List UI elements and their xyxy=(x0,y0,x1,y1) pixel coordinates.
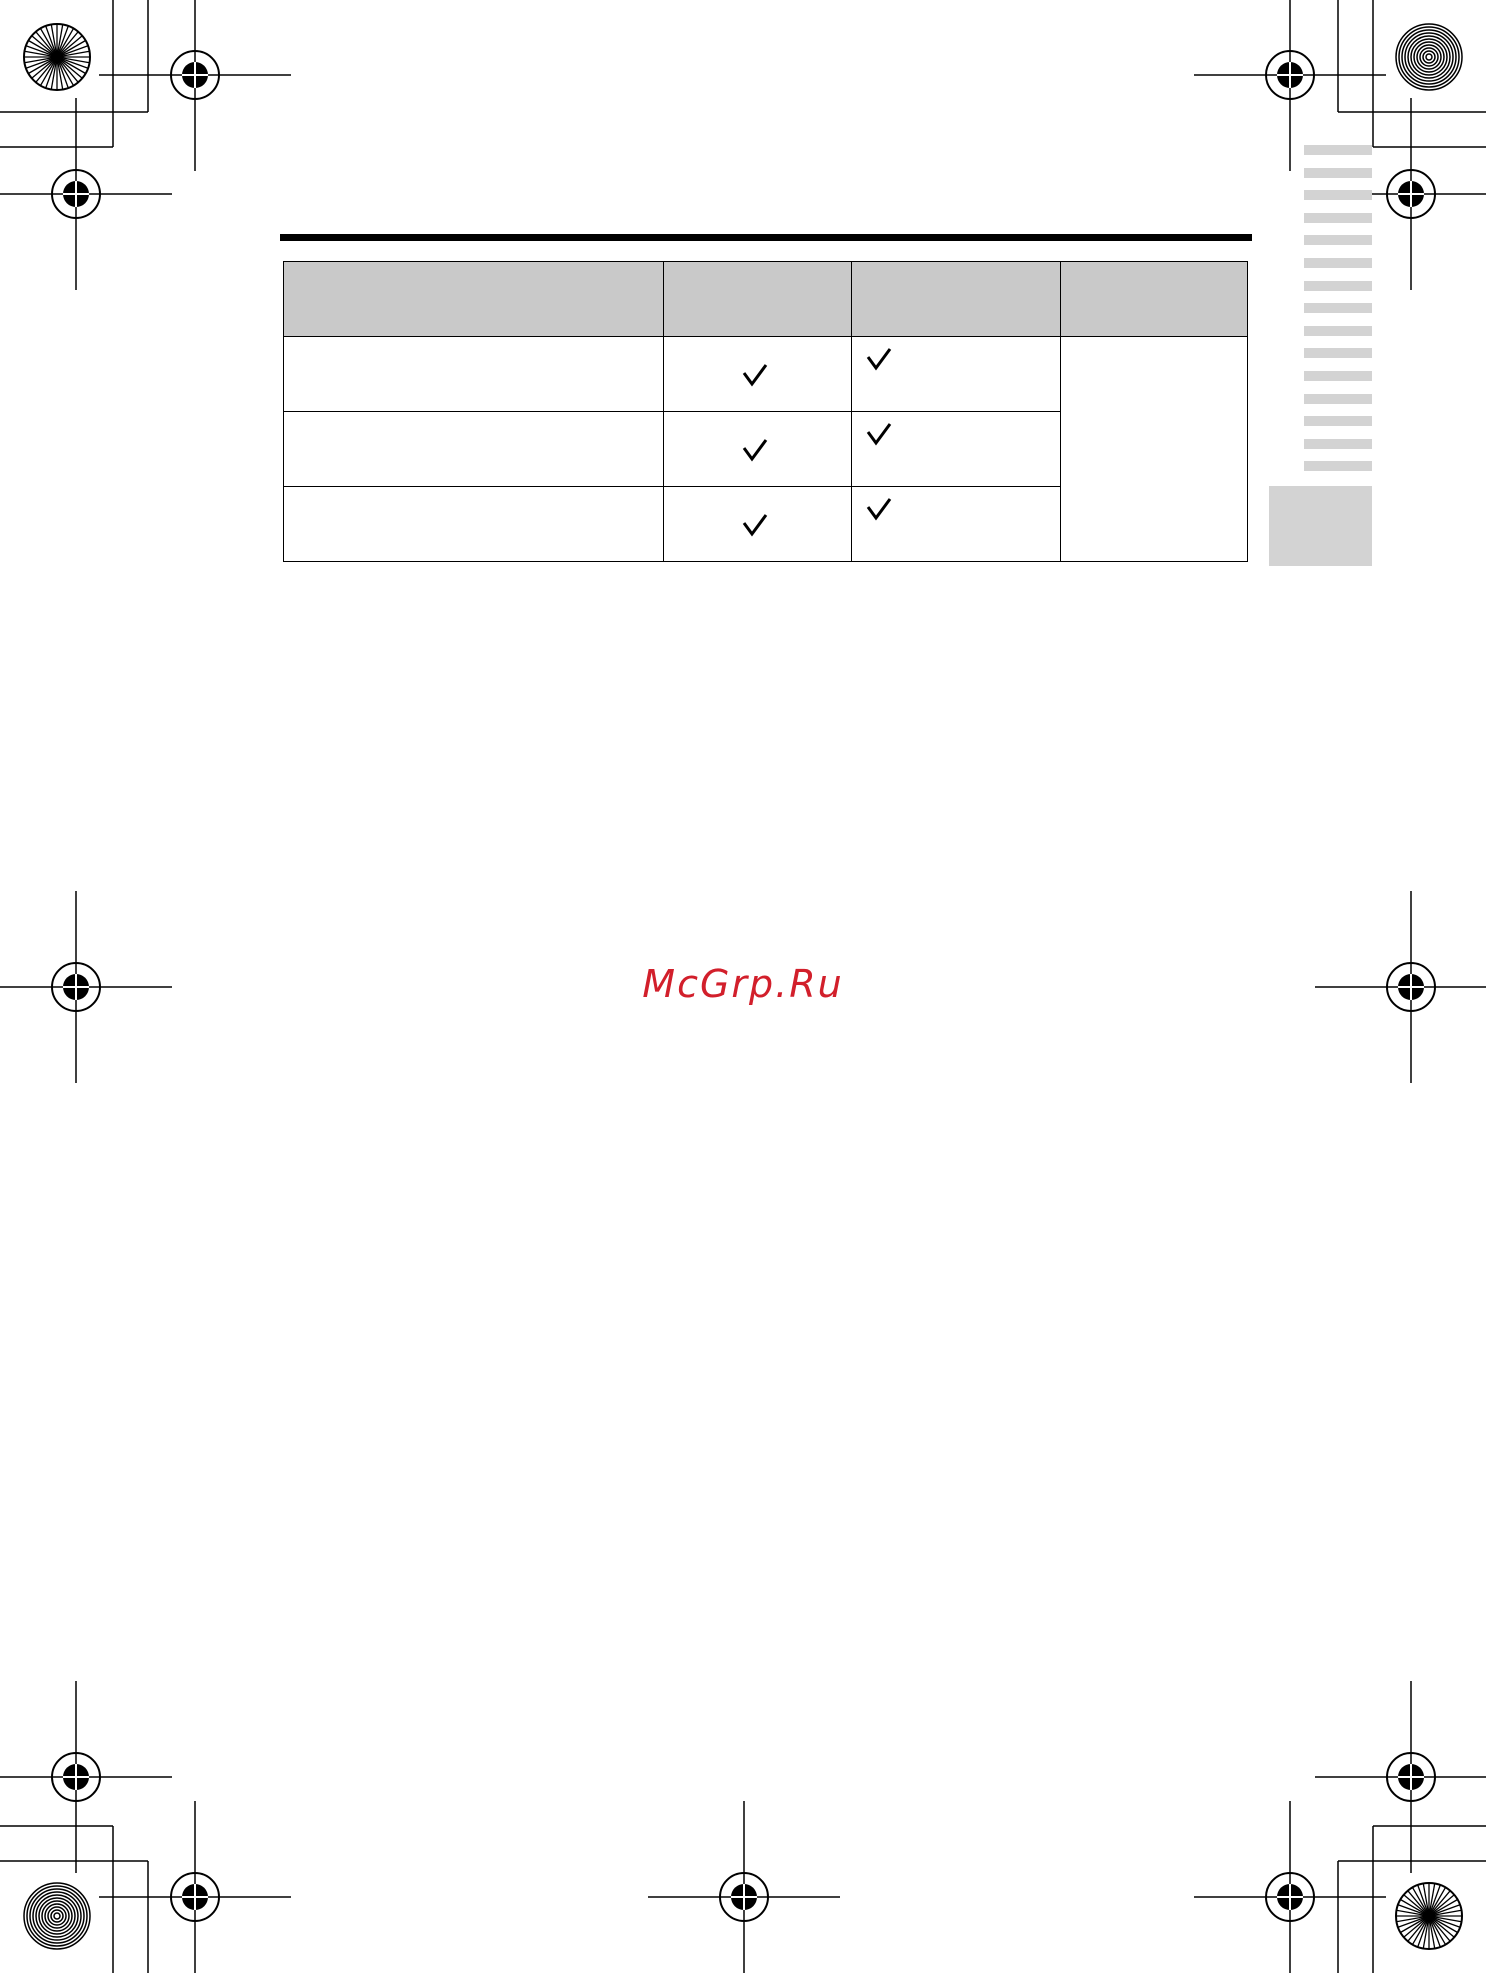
side-index-tab xyxy=(1304,394,1372,404)
side-index-tab xyxy=(1304,348,1372,358)
table-header-cell xyxy=(1061,262,1248,337)
check-icon xyxy=(742,438,768,462)
check-cell xyxy=(664,337,852,412)
side-index-tabs xyxy=(1304,145,1372,484)
registration-mark-icon xyxy=(99,0,291,171)
registration-mark-icon xyxy=(648,1801,840,1973)
check-icon xyxy=(866,497,892,521)
side-index-tab xyxy=(1304,416,1372,426)
registration-mark-icon xyxy=(0,98,172,290)
feature-table xyxy=(283,261,1248,562)
side-index-tab xyxy=(1304,213,1372,223)
registration-mark-icon xyxy=(0,1681,172,1873)
row-label-cell xyxy=(284,337,664,412)
watermark: McGrp.Ru xyxy=(642,962,844,1006)
side-index-tab xyxy=(1304,326,1372,336)
check-cell xyxy=(852,337,1061,412)
side-index-tab xyxy=(1304,439,1372,449)
registration-mark-icon xyxy=(99,1801,291,1973)
table-header-row xyxy=(284,262,1248,337)
registration-mark-icon xyxy=(1315,1681,1486,1873)
check-icon xyxy=(742,363,768,387)
starburst-target-icon xyxy=(1396,1883,1462,1949)
concentric-target-icon xyxy=(1396,24,1462,90)
side-index-tab xyxy=(1304,190,1372,200)
row-label-cell xyxy=(284,412,664,487)
starburst-target-icon xyxy=(24,24,90,90)
side-index-tab-active xyxy=(1269,486,1372,566)
check-cell xyxy=(664,412,852,487)
side-index-tab xyxy=(1304,168,1372,178)
concentric-target-icon xyxy=(24,1883,90,1949)
check-cell xyxy=(664,487,852,562)
side-index-tab xyxy=(1304,145,1372,155)
side-index-tab xyxy=(1304,461,1372,471)
section-rule xyxy=(280,234,1252,241)
check-cell xyxy=(852,487,1061,562)
table-header-cell xyxy=(664,262,852,337)
side-index-tab xyxy=(1304,303,1372,313)
merged-cell xyxy=(1061,337,1248,562)
table-row xyxy=(284,337,1248,412)
corner-frame-bottom-right xyxy=(1338,1826,1486,1973)
table-header-cell xyxy=(284,262,664,337)
check-icon xyxy=(742,513,768,537)
check-icon xyxy=(866,347,892,371)
side-index-tab xyxy=(1304,235,1372,245)
side-index-tab xyxy=(1304,281,1372,291)
registration-mark-icon xyxy=(1194,1801,1386,1973)
side-index-tab xyxy=(1304,258,1372,268)
side-index-tab xyxy=(1304,371,1372,381)
row-label-cell xyxy=(284,487,664,562)
table-header-cell xyxy=(852,262,1061,337)
check-cell xyxy=(852,412,1061,487)
check-icon xyxy=(866,422,892,446)
corner-frame-top-left xyxy=(0,0,148,147)
